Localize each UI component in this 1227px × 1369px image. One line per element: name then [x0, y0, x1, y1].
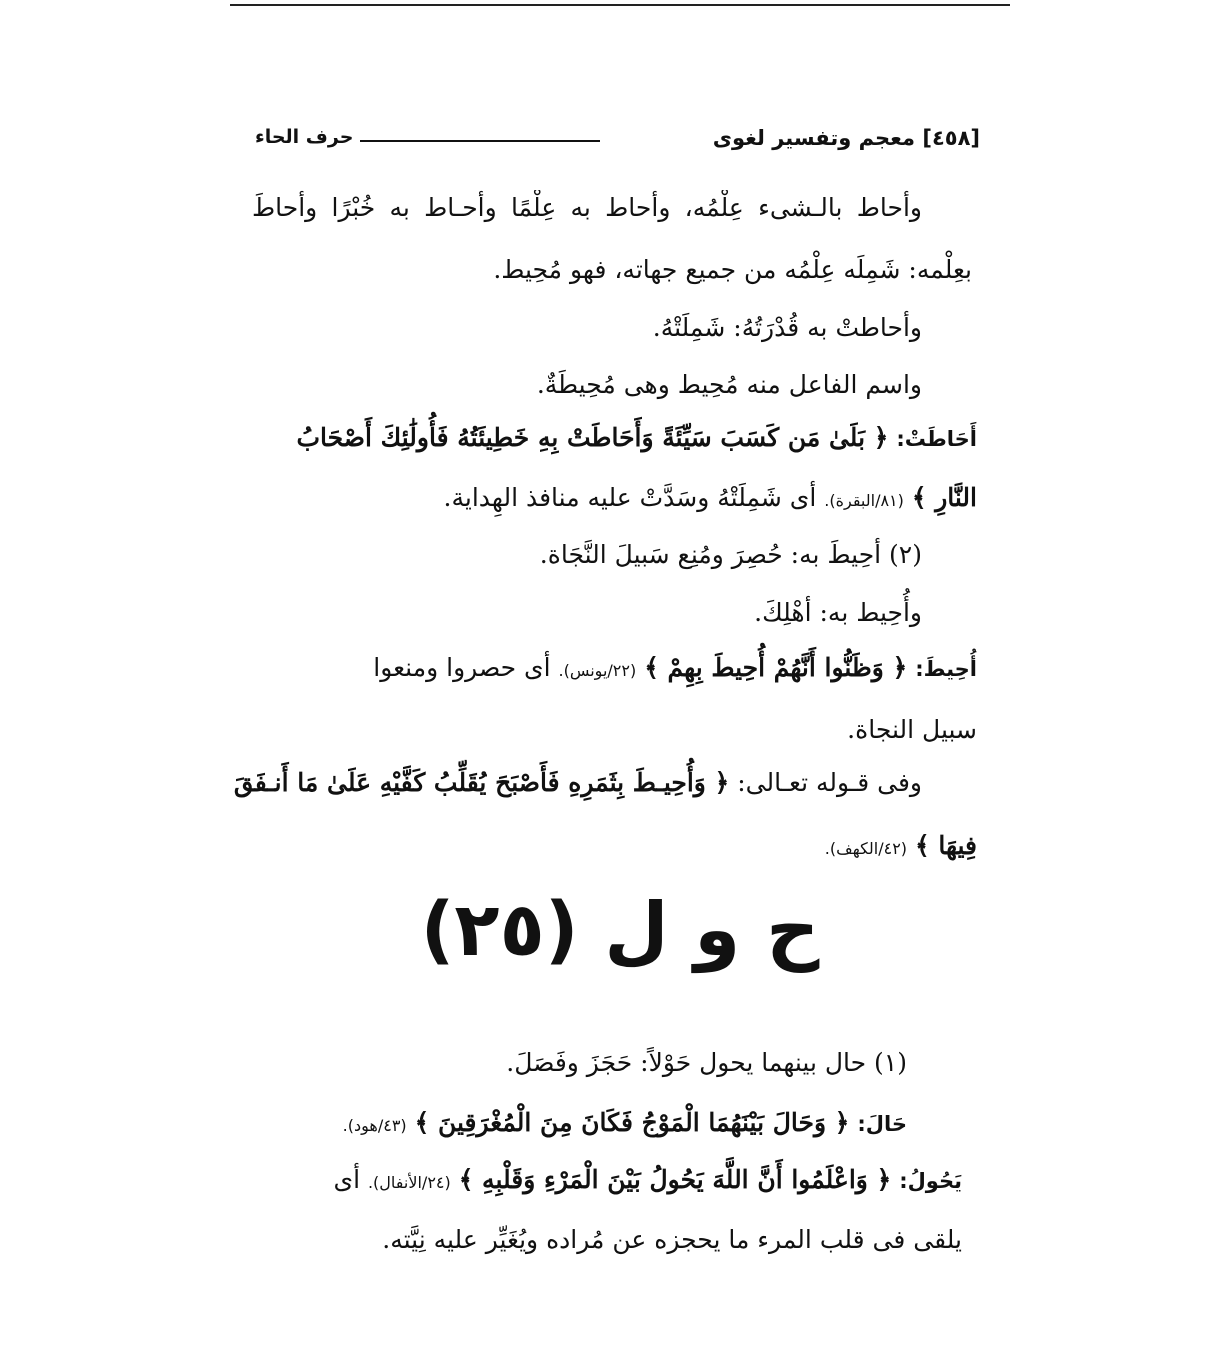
verse-reference: (٤٢/الكهف).: [824, 839, 908, 858]
quran-citation-line: [297, 420, 978, 460]
headword: أَحَاطَتْ:: [896, 427, 977, 451]
explanation: وفى قـوله تعـالى:: [737, 768, 922, 797]
header-rule: [360, 140, 600, 142]
section-title: حرف الحاء: [255, 126, 354, 148]
text-line: سبيل النجاة.: [847, 715, 977, 744]
scan-edge-line: [230, 4, 1010, 6]
book-title: [٤٥٨] معجم وتفسير لغوى: [712, 126, 980, 150]
text-line: وأُحِيط به: أهْلِكَ.: [754, 598, 922, 627]
page-header: [255, 126, 980, 156]
quran-verse: ﴿ وَاعْلَمُوا أَنَّ اللَّهَ يَحُولُ بَيْنَ الْمَرْءِ وَقَلْبِهِ ﴾: [458, 1165, 892, 1194]
quran-verse: ﴿ وَحَالَ بَيْنَهُمَا الْمَوْجُ فَكَانَ مِنَ الْمُغْرَقِينَ ﴾: [414, 1108, 850, 1137]
verse-reference: (٤٣/هود).: [342, 1116, 407, 1135]
text-line: وأحاط بالـشىء عِلْمُه، وأحاط به عِلْمًا وأحـاط به خُبْرًا وأحاطَ: [252, 193, 922, 222]
headword: أُحِيطَ:: [915, 657, 977, 681]
text-line: يلقى فى قلب المرء ما يحجزه عن مُراده ويُغَيِّر عليه نِيَّته.: [382, 1225, 962, 1254]
quran-verse: ﴿ وَأُحِيـطَ بِثَمَرِهِ فَأَصْبَحَ يُقَلِّبُ كَفَّيْهِ عَلَىٰ مَا أَنـفَقَ: [233, 768, 730, 797]
verse-reference: (٢٢/يونس).: [558, 661, 637, 680]
quran-verse: ﴿ بَلَىٰ مَن كَسَبَ سَيِّئَةً وَأَحَاطَتْ بِهِ خَطِيئَتُهُ فَأُولَٰئِكَ أَصْحَابُ: [296, 423, 889, 452]
explanation: أى حصروا ومنعوا: [373, 653, 551, 682]
quran-verse: النَّارِ ﴾: [911, 483, 977, 512]
quran-citation-line: [373, 650, 977, 690]
text-line: (٢) أحِيطَ به: حُصِرَ ومُنِع سَبيلَ النَّجَاة.: [539, 540, 922, 569]
text-line: [444, 480, 977, 520]
text-line: وأحاطتْ به قُدْرَتُهُ: شَمِلَتْهُ.: [652, 313, 922, 342]
root-heading: ح و ل (٢٥): [420, 887, 820, 973]
text-line: واسم الفاعل منه مُحِيط وهى مُحِيطَةٌ.: [536, 370, 922, 399]
verse-reference: (٨١/البقرة).: [824, 491, 904, 510]
quran-verse: ﴿ وَظَنُّوا أَنَّهُمْ أُحِيطَ بِهِمْ ﴾: [644, 653, 908, 682]
explanation: أى: [333, 1165, 361, 1194]
text-line: (١) حال بينهما يحول حَوْلاً: حَجَزَ وفَصَلَ.: [506, 1048, 907, 1077]
quran-verse: فِيهَا ﴾: [915, 831, 977, 860]
quran-citation-line: [334, 1162, 963, 1202]
headword: يَحُولُ:: [899, 1169, 962, 1193]
headword: حَالَ:: [857, 1112, 907, 1136]
text-line: بعِلْمه: شَمِلَه عِلْمُه من جميع جهاته، فهو مُحِيط.: [493, 255, 972, 284]
quran-citation-line: [234, 765, 922, 805]
verse-reference: (٢٤/الأنفال).: [367, 1173, 451, 1192]
explanation: أى شَمِلَتْهُ وسَدَّتْ عليه منافذ الهِداية.: [443, 483, 817, 512]
quran-citation-line: [343, 1105, 907, 1145]
text-line: [825, 828, 977, 868]
